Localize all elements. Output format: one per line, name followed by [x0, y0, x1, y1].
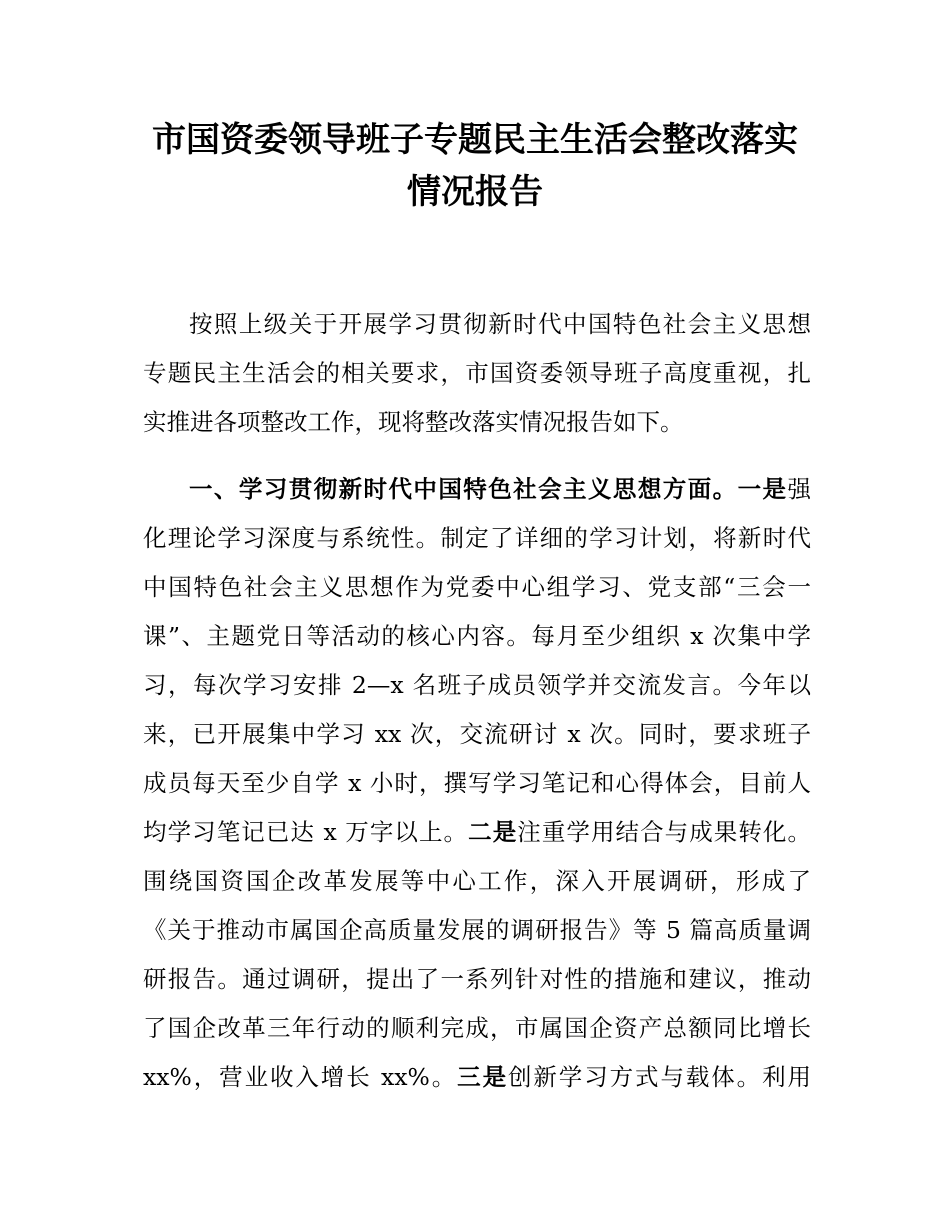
- section1-line-8: [143, 808, 811, 857]
- section1-line-4: 课”、主题党日等活动的核心内容。每月至少组织 x 次集中学: [143, 622, 811, 650]
- intro-line-1: 按照上级关于开展学习贯彻新时代中国特色社会主义思想: [189, 310, 811, 338]
- section1-line-11: 研报告。通过调研，提出了一系列针对性的措施和建议，推动: [143, 965, 811, 993]
- point2-marker: 二是: [468, 818, 518, 846]
- section1-line1-tail: 强: [787, 475, 811, 503]
- point3-marker: 三是: [457, 1063, 508, 1091]
- section1-line-5: 习，每次学习安排 2—x 名班子成员领学并交流发言。今年以: [143, 671, 811, 699]
- point1-marker: 一是: [737, 475, 788, 503]
- section1-line-3: 中国特色社会主义思想作为党委中心组学习、党支部“三会一: [143, 573, 811, 601]
- section1-line-6: 来，已开展集中学习 xx 次，交流研讨 x 次。同时，要求班子: [143, 720, 811, 748]
- section1-line8-head: 均学习笔记已达 x 万字以上。: [143, 818, 469, 846]
- section1-line8-tail: 注重学用结合与成果转化。: [517, 818, 811, 846]
- document-title-line-2: 情况报告: [407, 172, 543, 212]
- intro-line-3: 实推进各项整改工作，现将整改落实情况报告如下。: [143, 408, 684, 436]
- section1-line-12: 了国企改革三年行动的顺利完成，市属国企资产总额同比增长: [143, 1014, 811, 1042]
- section1-line-13: [143, 1053, 811, 1102]
- section1-line-9: 围绕国资国企改革发展等中心工作，深入开展调研，形成了: [143, 867, 811, 895]
- section1-line-10: 《关于推动市属国企高质量发展的调研报告》等 5 篇高质量调: [143, 916, 811, 944]
- intro-line-2: 专题民主生活会的相关要求，市国资委领导班子高度重视，扎: [143, 359, 811, 387]
- section1-line13-head: xx%，营业收入增长 xx%。: [143, 1063, 458, 1091]
- section1-line-7: 成员每天至少自学 x 小时，撰写学习笔记和心得体会，目前人: [143, 769, 811, 797]
- section1-heading-line: [189, 465, 811, 514]
- document-title-line-1: 市国资委领导班子专题民主生活会整改落实: [152, 120, 798, 160]
- section1-line13-tail: 创新学习方式与载体。利用: [507, 1063, 811, 1091]
- section1-heading: 一、学习贯彻新时代中国特色社会主义思想方面。: [189, 475, 738, 503]
- section1-line-2: 化理论学习深度与系统性。制定了详细的学习计划，将新时代: [143, 524, 811, 552]
